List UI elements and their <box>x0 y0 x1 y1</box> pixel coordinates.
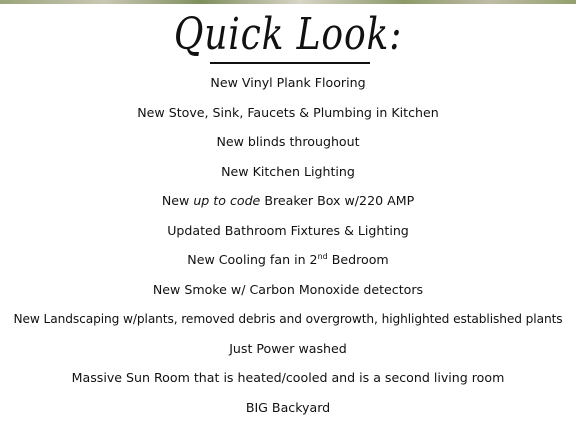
feature-item: Just Power washed <box>229 340 347 356</box>
photo-strip <box>0 0 576 4</box>
feature-text: Breaker Box w/220 AMP <box>260 193 415 208</box>
feature-text: New <box>161 193 194 208</box>
feature-item: New Stove, Sink, Faucets & Plumbing in Kitchen <box>137 104 439 120</box>
feature-item: New blinds throughout <box>216 134 360 149</box>
feature-emphasis: up to code <box>193 193 261 208</box>
feature-item <box>0 250 576 280</box>
feature-list <box>0 73 576 418</box>
title-underline <box>210 62 370 64</box>
feature-text: Bedroom <box>327 252 389 267</box>
feature-item: New Landscaping w/plants, removed debris and overgrowth, highlighted established plants <box>13 312 563 326</box>
feature-item: New Vinyl Plank Flooring <box>210 75 366 90</box>
page-title: Quick Look: <box>173 9 403 60</box>
feature-item <box>0 191 576 221</box>
feature-item: BIG Backyard <box>245 399 331 415</box>
feature-item: Massive Sun Room that is heated/cooled and is a second living room <box>71 370 505 385</box>
feature-item: New Kitchen Lighting <box>221 163 355 179</box>
feature-text: New Cooling fan in 2 <box>187 252 318 267</box>
feature-item: Updated Bathroom Fixtures & Lighting <box>167 222 409 238</box>
feature-item: New Smoke w/ Carbon Monoxide detectors <box>152 281 424 297</box>
feature-ordinal-suffix: nd <box>317 251 328 261</box>
